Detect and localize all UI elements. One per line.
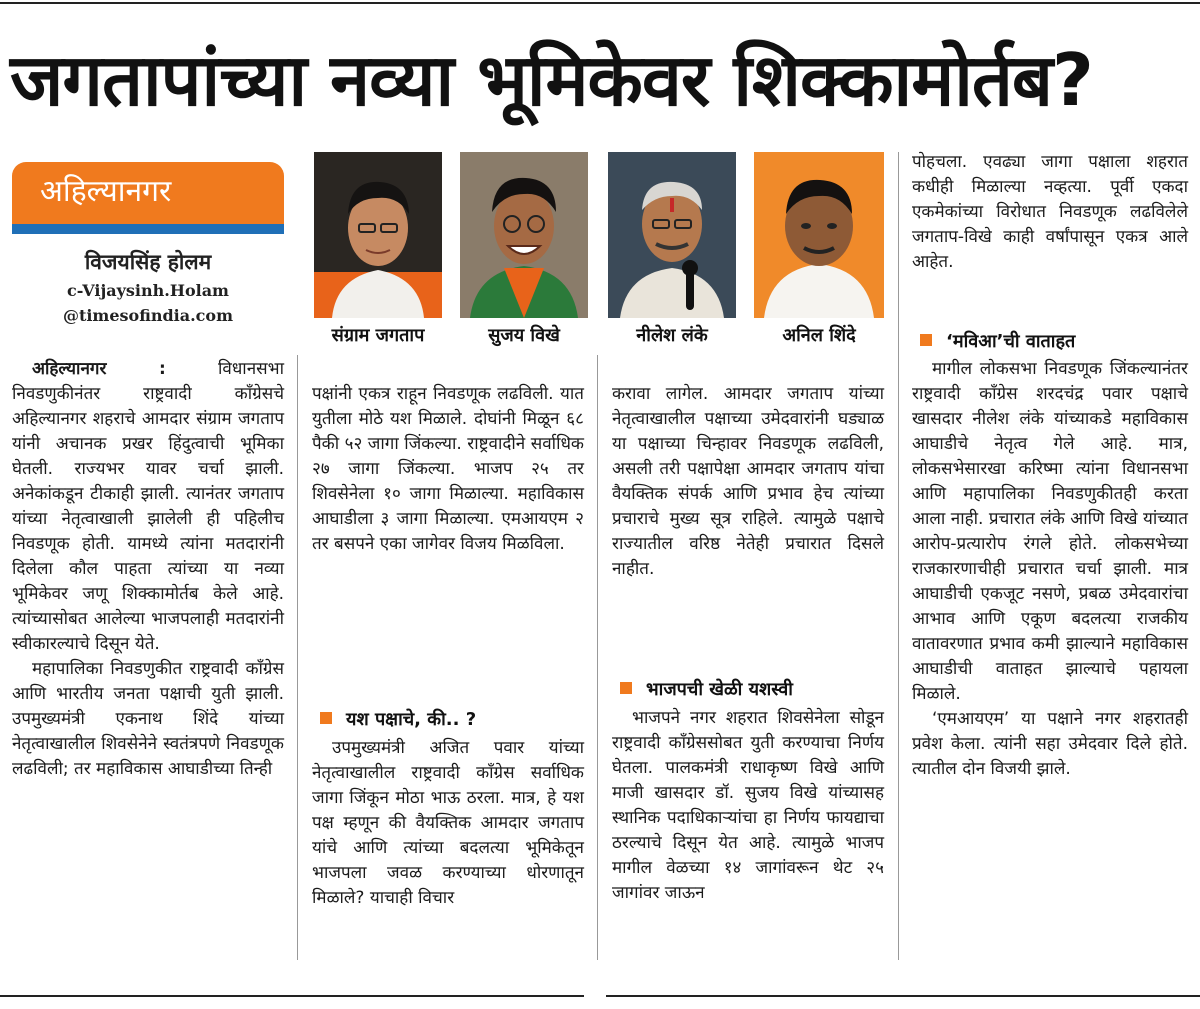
bottom-rule <box>606 995 1200 997</box>
paragraph: मागील लोकसभा निवडणूक जिंकल्यानंतर राष्ट्रवादी काँग्रेस शरदचंद्र पवार पक्षाचे खासदार नीलेश लंके यांच्याकडे महाविकास आघाडीचे नेतृत्व गेले आहे. मात्र, लोकसभेसारखा करिष्मा त्यांना विधानसभा आणि महापालिका निवडणुकीतही करता आला नाही. प्रचारात लंके आणि विखे यांच्यात आरोप-प्रत्यारोप रंगले होते. लोकसभेच्या राजकारणाचीही प्रचारात चर्चा झाली. मात्र आघाडीची एकजूट नसणे, प्रबळ उमेदवारांचा आभाव आणि एकूण बदलत्या राजकीय वातावरणात प्रभाव कमी झाल्याने महाविकास आघाडीची वाताहत झाल्याचे पहायला मिळाले. <box>912 359 1188 704</box>
bullet-square-icon <box>920 334 932 346</box>
headline: जगतापांच्या नव्या भूमिकेवर शिक्कामोर्तब? <box>10 38 1093 122</box>
column-rule <box>898 152 899 960</box>
photo-sujay-vikhe <box>460 152 588 318</box>
article-column-4 <box>912 150 1188 275</box>
location-tag-underline <box>12 224 284 234</box>
byline-domain: @timesofindia.com <box>62 306 234 325</box>
paragraph: करावा लागेल. आमदार जगताप यांच्या नेतृत्वाखालील पक्षाच्या उमेदवारांनी घड्याळ या पक्षाच्या चिन्हावर निवडणूक लढविली, असली तरी पक्षापेक्षा आमदार जगताप यांचा वैयक्तिक संपर्क आणि प्रभाव हेच त्यांच्या प्रचाराचे मुख्य सूत्र राहिले. त्यामुळे पक्षाचे राज्यातील वरिष्ठ नेतेही प्रचारात दिसले नाहीत. <box>612 384 884 579</box>
top-rule <box>0 2 1200 4</box>
subheading <box>920 328 1075 356</box>
bullet-square-icon <box>620 682 632 694</box>
column-rule <box>597 355 598 960</box>
byline-handle: c-Vijaysinh.Holam <box>67 281 229 300</box>
portrait-photo-icon <box>608 152 736 318</box>
location-tag: अहिल्यानगर <box>12 162 284 224</box>
article-column-4b <box>912 357 1188 782</box>
portrait-photo-icon <box>460 152 588 318</box>
caption-nilesh-lanke: नीलेश लंके <box>636 325 708 346</box>
subheading-text: भाजपची खेळी यशस्वी <box>646 679 793 700</box>
paragraph: उपमुख्यमंत्री अजित पवार यांच्या नेतृत्वाखालील राष्ट्रवादी काँग्रेस सर्वाधिक जागा जिंकून मोठा भाऊ ठरला. मात्र, हे यश पक्ष म्हणून की वैयक्तिक आमदार जगताप यांचे आणि त्यांच्या बदलत्या भूमिकेतून भाजपला जवळ करण्याच्या धोरणातून मिळाले? याचाही विचार <box>312 738 584 908</box>
article-column-1 <box>12 357 284 782</box>
paragraph: विधानसभा निवडणुकीनंतर राष्ट्रवादी काँग्रेसचे अहिल्यानगर शहराचे आमदार संग्राम जगताप यांनी अचानक प्रखर हिंदुत्वाची भूमिका घेतली. राज्यभर यावर चर्चा झाली. अनेकांकडून टीकाही झाली. त्यानंतर जगताप यांच्या नेतृत्वाखाली झालेली ही पहिलीच निवडणूक होती. यामध्ये त्यांना मतदारांनी दिलेला कौल पाहता त्यांच्या या नव्या भूमिकेवर जणू शिक्कामोर्तब केले आहे. त्यांच्यासोबत आलेल्या भाजपलाही मतदारांनी स्वीकारल्याचे दिसून येते. <box>12 359 284 654</box>
bullet-square-icon <box>320 712 332 724</box>
article-column-3 <box>612 382 884 582</box>
photo-nilesh-lanke <box>608 152 736 318</box>
dateline: अहिल्यानगर : <box>32 359 166 379</box>
article-column-2 <box>312 382 584 557</box>
paragraph: ‘एमआयएम’ या पक्षाने नगर शहरातही प्रवेश केला. त्यांनी सहा उमेदवार दिले होते. त्यातील दोन विजयी झाले. <box>912 709 1188 779</box>
subheading-text: ‘मविआ’ची वाताहत <box>946 331 1076 352</box>
caption-anil-shinde: अनिल शिंदे <box>782 325 856 346</box>
photo-anil-shinde <box>754 152 884 318</box>
subheading-text: यश पक्षाचे, की.. ? <box>346 709 477 730</box>
portrait-photo-icon <box>754 152 884 318</box>
paragraph: पक्षांनी एकत्र राहून निवडणूक लढविली. यात युतीला मोठे यश मिळाले. दोघांनी मिळून ६८ पैकी ५२ जागा जिंकल्या. राष्ट्रवादीने सर्वाधिक २७ जागा जिंकल्या. भाजप २५ तर शिवसेनेला १० जागा मिळाल्या. महाविकास आघाडीला ३ जागा मिळाल्या. एमआयएम २ तर बसपने एका जागेवर विजय मिळविला. <box>312 384 584 554</box>
paragraph: महापालिका निवडणुकीत राष्ट्रवादी काँग्रेस आणि भारतीय जनता पक्षाची युती झाली. उपमुख्यमंत्री एकनाथ शिंदे यांच्या नेतृत्वाखालील शिवसेनेने स्वतंत्रपणे निवडणूक लढविली; तर महाविकास आघाडीच्या तिन्ही <box>12 659 284 779</box>
bottom-rule <box>0 995 584 997</box>
portrait-photo-icon <box>314 152 442 318</box>
caption-sujay-vikhe: सुजय विखे <box>488 325 560 346</box>
article-column-3b <box>612 706 884 906</box>
subheading <box>620 676 793 704</box>
paragraph: भाजपने नगर शहरात शिवसेनेला सोडून राष्ट्रवादी काँग्रेससोबत युती करण्याचा निर्णय घेतला. पालकमंत्री राधाकृष्ण विखे आणि माजी खासदार डॉ. सुजय विखे यांच्यासह स्थानिक पदाधिकाऱ्यांचा हा निर्णय फायद्याचा ठरल्याचे दिसून येत आहे. त्यामुळे भाजप मागील वेळच्या १४ जागांवरून थेट २५ जागांवर जाऊन <box>612 708 884 903</box>
article-column-2b <box>312 736 584 911</box>
subheading <box>320 706 476 734</box>
paragraph: पोहचला. एवढ्या जागा पक्षाला शहरात कधीही मिळाल्या नव्हत्या. पूर्वी एकदा एकमेकांच्या विरोधात निवडणूक लढविलेले जगताप-विखे काही वर्षांपासून एकत्र आले आहेत. <box>912 152 1188 272</box>
caption-sangram-jagtap: संग्राम जगताप <box>331 325 425 346</box>
byline-name: विजयसिंह होलम <box>84 250 212 274</box>
photo-sangram-jagtap <box>314 152 442 318</box>
column-rule <box>297 355 298 960</box>
